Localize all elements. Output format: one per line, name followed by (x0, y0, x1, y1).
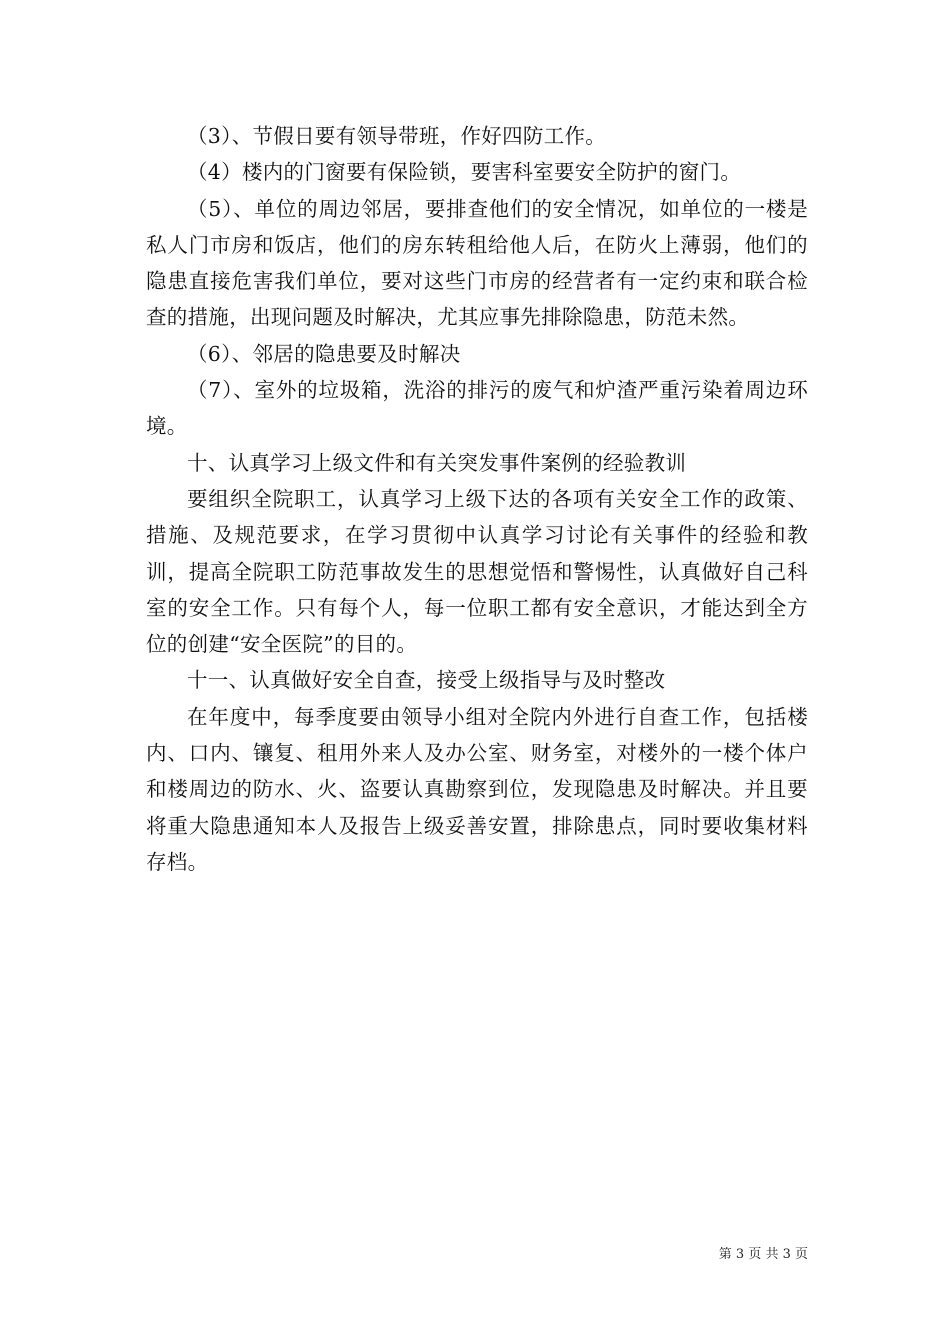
section-11-body: 在年度中，每季度要由领导小组对全院内外进行自查工作，包括楼内、口内、镶复、租用外来人及办公室、财务室，对楼外的一楼个体户和楼周边的防水、火、盗要认真勘察到位，发现隐患及时解决。并且要将重大隐患通知本人及报告上级妥善安置，排除患点，同时要收集材料存档。 (146, 704, 808, 874)
paragraph-item-5: （5）、单位的周边邻居，要排查他们的安全情况，如单位的一楼是私人门市房和饭店，他们的房东转租给他人后，在防火上薄弱，他们的隐患直接危害我们单位，要对这些门市房的经营者有一定约束和联合检查的措施，出现问题及时解决，尤其应事先排除隐患，防范未然。 (146, 196, 808, 330)
document-body (146, 118, 808, 880)
section-10-body: 要组织全院职工，认真学习上级下达的各项有关安全工作的政策、措施、及规范要求，在学习贯彻中认真学习讨论有关事件的经验和教训，提高全院职工防范事故发生的思想觉悟和警惕性，认真做好自己科室的安全工作。只有每个人，每一位职工都有安全意识，才能达到全方位的创建“安全医院”的目的。 (146, 486, 808, 657)
paragraph-item-7: （7）、室外的垃圾箱，洗浴的排污的废气和炉渣严重污染着周边环境。 (146, 378, 808, 439)
paragraph-item-4: （4）楼内的门窗要有保险锁，要害科室要安全防护的窗门。 (187, 160, 742, 185)
paragraph-item-3: （3）、节假日要有领导带班，作好四防工作。 (187, 124, 607, 148)
page-number-footer: 第 3 页 共 3 页 (718, 1247, 808, 1262)
paragraph-item-6: （6）、邻居的隐患要及时解决 (187, 341, 461, 366)
section-heading-10: 十、认真学习上级文件和有关突发事件案例的经验教训 (187, 450, 687, 475)
section-heading-11: 十一、认真做好安全自查，接受上级指导与及时整改 (187, 668, 666, 693)
